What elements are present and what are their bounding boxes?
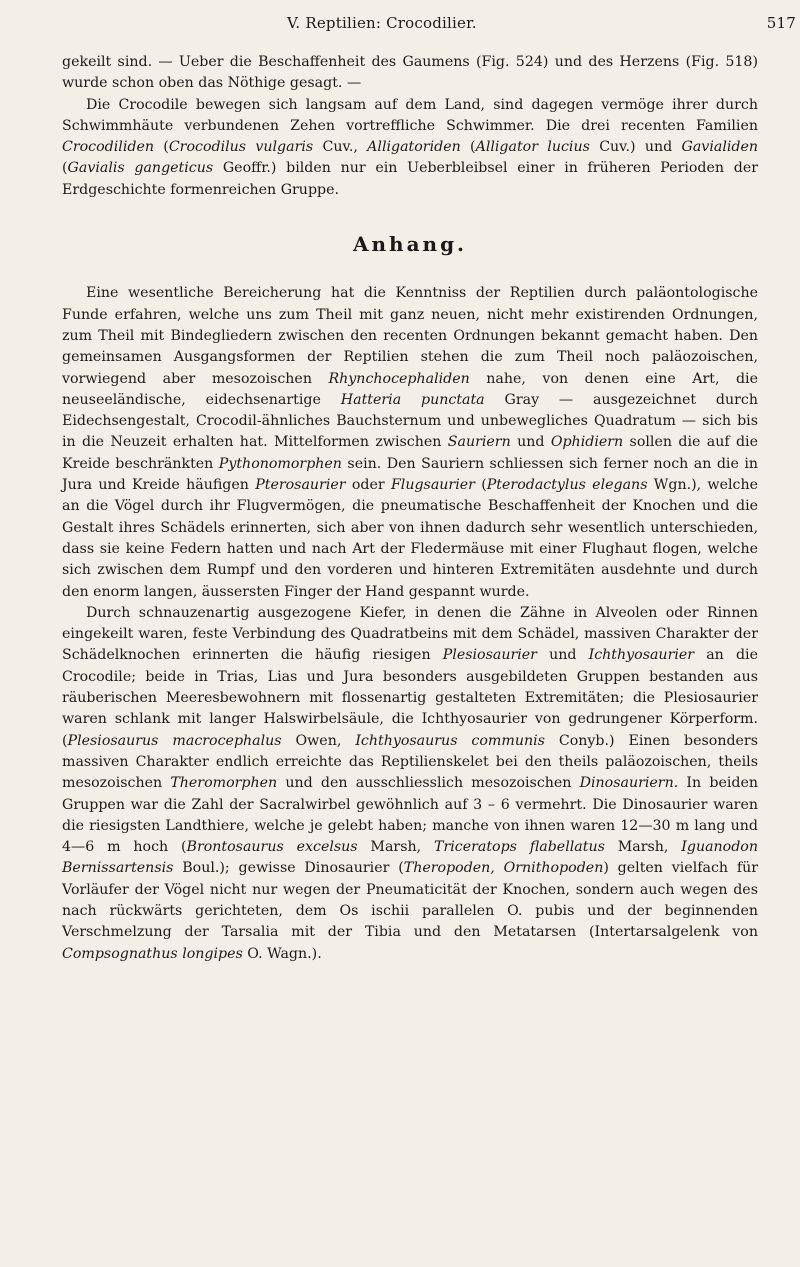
taxon-name: Gavialiden [681, 139, 759, 156]
text-run: sollen die auf die Kreide beschränkten [62, 434, 758, 472]
taxon-name: Pterosaurier [255, 477, 346, 494]
text-run: ( [62, 160, 68, 177]
text-run: an die Crocodile; beide in Trias, Lias und Jura besonders ausgebildeten Gruppen bestanden aus räuberischen Meeresbewohnern mit flossenartig gestalteten Extremitäten; die Plesiosaurier waren schlank mit langer Halswirbelsäule, die Ichthyosaurier von gedrungener Körperform. ( [62, 647, 758, 749]
taxon-name: Brontosaurus excelsus [186, 839, 358, 856]
text-run: Wgn.), welche an die Vögel durch ihr Flugvermögen, die pneumatische Beschaffenheit der Knochen und die Gestalt ihres Schädels erinnerten, sich aber von ihnen dadurch sehr wesentlich unterschieden, dass sie keine Federn hatten und nach Art der Fledermäuse mit einer Flughaut flogen, welche sich zwischen dem Rumpf und den vorderen und hinteren Extremitäten ausdehnte und durch den enorm langen, äussersten Finger der Hand gespannt wurde. [62, 477, 758, 600]
taxon-name: Iguanodon Bernissartensis [62, 839, 758, 877]
taxon-name: Pythonomorphen [218, 455, 342, 472]
running-header [0, 14, 800, 40]
taxon-name: Hatteria punctata [340, 391, 485, 408]
paragraph-paleontology [62, 283, 758, 602]
text-run: Eine wesentliche Bereicherung hat die Kenntniss der Reptilien durch paläontologische Funde erfahren, welche uns zum Theil mit ganz neuen, nicht mehr existirenden Ordnungen, zum Theil mit Bindegliedern zwischen den recenten Ordnungen bekannt gemacht haben. Den gemeinsamen Ausgangsformen der Reptilien stehen die zum Theil noch paläozoischen, vorwiegend aber mesozoischen [62, 285, 758, 387]
taxon-name: Triceratops flabellatus [433, 839, 605, 856]
taxon-name: Flugsaurier [390, 477, 475, 494]
taxon-name: Compsognathus longipes [62, 945, 243, 962]
text-run: Cuv., [313, 139, 368, 156]
text-run: sein. Den Sauriern schliessen sich ferner noch an die in Jura und Kreide häufigen [62, 455, 758, 494]
text-run: Marsh, [357, 839, 434, 856]
text-run: und den ausschliesslich mesozoischen [277, 775, 580, 792]
text-run: Gray — ausgezeichnet durch Eidechsengestalt, Crocodil-ähnliches Bauchsternum und unbewegliches Quadratum — sich bis in die Neuzeit erhalten hat. Mittelformen zwischen [62, 391, 758, 451]
text-run: und [536, 647, 589, 664]
text-run: Marsh, [604, 839, 682, 856]
taxon-name: Rhynchocephaliden [328, 370, 470, 387]
text-run: und [510, 434, 551, 451]
page-number: 517 [766, 14, 796, 32]
taxon-name: Theropoden, Ornithopoden [403, 860, 604, 877]
text-run: Die Crocodile bewegen sich langsam auf dem Land, sind dagegen vermöge ihrer durch Schwimmhäute verbundenen Zehen vortreffliche Schwimmer. Die drei recenten Familien [62, 96, 758, 134]
paragraph-crocodile-families [62, 95, 758, 201]
text-run: In beiden Gruppen war die Zahl der Sacralwirbel gewöhnlich auf 3 – 6 vermehrt. Die Dinosaurier waren die riesigsten Landthiere, welche je gelebt haben; manche von ihnen waren 12—30 m lang und 4—6 m hoch ( [62, 775, 758, 856]
appendix-heading: Anhang. [352, 232, 468, 257]
text-run: Geoffr.) bilden nur ein Ueberbleibsel einer in früheren Perioden der Erdgeschichte formenreichen Gruppe. [62, 160, 758, 198]
body-text [62, 52, 758, 965]
taxon-name: Theromorphen [170, 775, 278, 792]
text-run: ( [153, 139, 169, 156]
taxon-name: Ichthyosaurier [588, 647, 695, 664]
taxon-name: Alligator lucius [475, 139, 590, 156]
text-run: Durch schnauzenartig ausgezogene Kiefer, in denen die Zähne in Alveolen oder Rinnen eingekeilt waren, feste Verbindung des Quadratbeins mit dem Schädel, massiven Charakter der Schädelknochen erinnerten die häufig riesigen [62, 604, 758, 664]
text-run: nahe, von denen eine Art, die neuseeländische, eidechsenartige [62, 370, 758, 408]
taxon-name: Plesiosaurier [442, 647, 537, 664]
text-run: ( [460, 139, 476, 156]
text-run: Boul.); gewisse Dinosaurier ( [173, 860, 404, 877]
taxon-name: Pterodactylus elegans [486, 477, 648, 494]
taxon-name: Ophidiern [550, 434, 624, 451]
taxon-name: Sauriern [447, 434, 511, 451]
text-run: ( [474, 477, 487, 494]
taxon-name: Plesiosaurus macrocephalus [67, 732, 282, 749]
taxon-name: Crocodilus vulgaris [168, 139, 314, 156]
taxon-name: Dinosauriern. [579, 775, 679, 792]
taxon-name: Crocodiliden [62, 139, 154, 156]
text-run: Conyb.) Einen besonders massiven Charakter endlich erreichte das Reptilienskelet bei den theils paläozoischen, theils mesozoischen [62, 732, 758, 792]
text-run: Cuv.) und [589, 139, 682, 156]
taxon-name: Ichthyosaurus communis [355, 732, 545, 749]
taxon-name: Gavialis gangeticus [67, 160, 214, 177]
text-run: O. Wagn.). [242, 945, 322, 962]
text-run: ) gelten vielfach für Vorläufer der Vögel nicht nur wegen der Pneumaticität der Knochen, sondern auch wegen des nach rückwärts gerichteten, dem Os ischii parallelen O. pubis und der beginnenden Verschmelzung der Tarsalia mit der Tibia und den Metatarsen (Intertarsalgelenk von [62, 860, 759, 941]
paragraph-continuation: gekeilt sind. — Ueber die Beschaffenheit des Gaumens (Fig. 524) und des Herzens (Fig. 518) wurde schon oben das Nöthige gesagt. — [62, 54, 758, 92]
text-run: Owen, [281, 732, 356, 749]
paragraph-marine-reptiles [62, 603, 758, 965]
text-run: oder [345, 477, 391, 494]
taxon-name: Alligatoriden [367, 139, 461, 156]
running-title: V. Reptilien: Crocodilier. [287, 14, 477, 32]
